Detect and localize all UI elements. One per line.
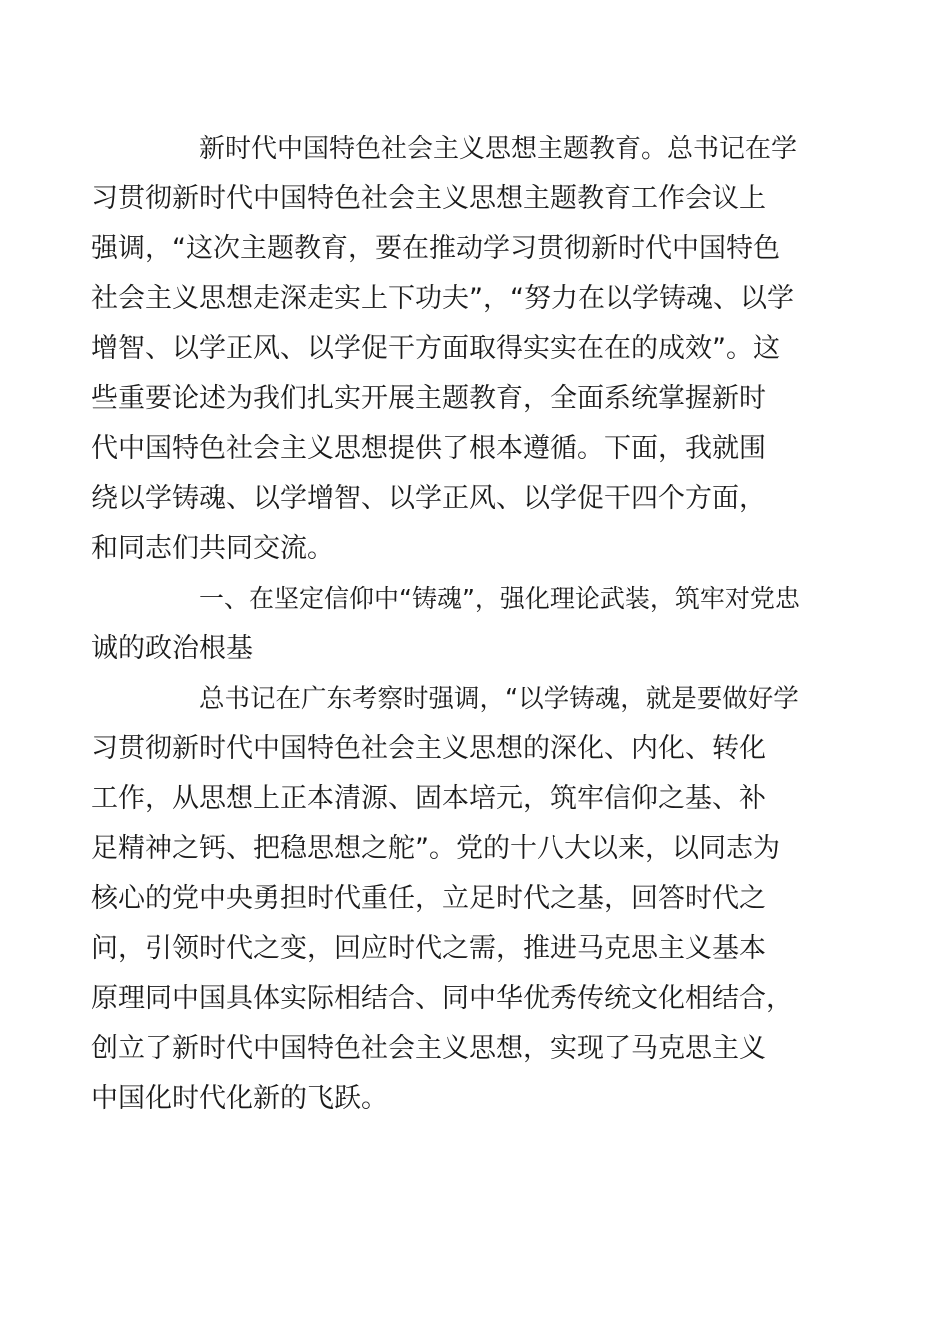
- text-line: 原理同中国具体实际相结合、同中华优秀传统文化相结合，: [91, 983, 793, 1014]
- text-line: 习贯彻新时代中国特色社会主义思想主题教育工作会议上: [91, 183, 766, 214]
- text-line: 代中国特色社会主义思想提供了根本遵循。下面，我就围: [91, 433, 766, 464]
- text-line: 中国化时代化新的飞跃。: [91, 1083, 388, 1114]
- document-body: [91, 124, 807, 1124]
- heading-line: 一、在坚定信仰中“铸魂”，强化理论武装，筑牢对党忠: [199, 584, 800, 613]
- text-line: 增智、以学正风、以学促干方面取得实实在在的成效”。这: [91, 333, 780, 364]
- text-line: 强调，“这次主题教育，要在推动学习贯彻新时代中国特色: [91, 233, 780, 264]
- text-line: 习贯彻新时代中国特色社会主义思想的深化、内化、转化: [91, 733, 766, 764]
- section-heading: [91, 574, 807, 674]
- text-line: 绕以学铸魂、以学增智、以学正风、以学促干四个方面，: [91, 483, 766, 514]
- text-line: 些重要论述为我们扎实开展主题教育，全面系统掌握新时: [91, 383, 766, 414]
- text-line: 足精神之钙、把稳思想之舵”。党的十八大以来，以同志为: [91, 833, 780, 864]
- text-line: 总书记在广东考察时强调，“以学铸魂，就是要做好学: [199, 684, 799, 714]
- paragraph-body: [91, 674, 807, 1124]
- text-line: 和同志们共同交流。: [91, 533, 334, 564]
- text-line: 工作，从思想上正本清源、固本培元，筑牢信仰之基、补: [91, 783, 766, 814]
- text-line: 新时代中国特色社会主义思想主题教育。总书记在学: [199, 134, 798, 164]
- text-line: 创立了新时代中国特色社会主义思想，实现了马克思主义: [91, 1033, 766, 1064]
- text-line: 社会主义思想走深走实上下功夫”，“努力在以学铸魂、以学: [91, 283, 794, 314]
- text-line: 核心的党中央勇担时代重任，立足时代之基，回答时代之: [91, 883, 766, 914]
- text-line: 问，引领时代之变，回应时代之需，推进马克思主义基本: [91, 933, 766, 964]
- heading-line: 诚的政治根基: [91, 633, 253, 664]
- paragraph-intro: [91, 124, 807, 574]
